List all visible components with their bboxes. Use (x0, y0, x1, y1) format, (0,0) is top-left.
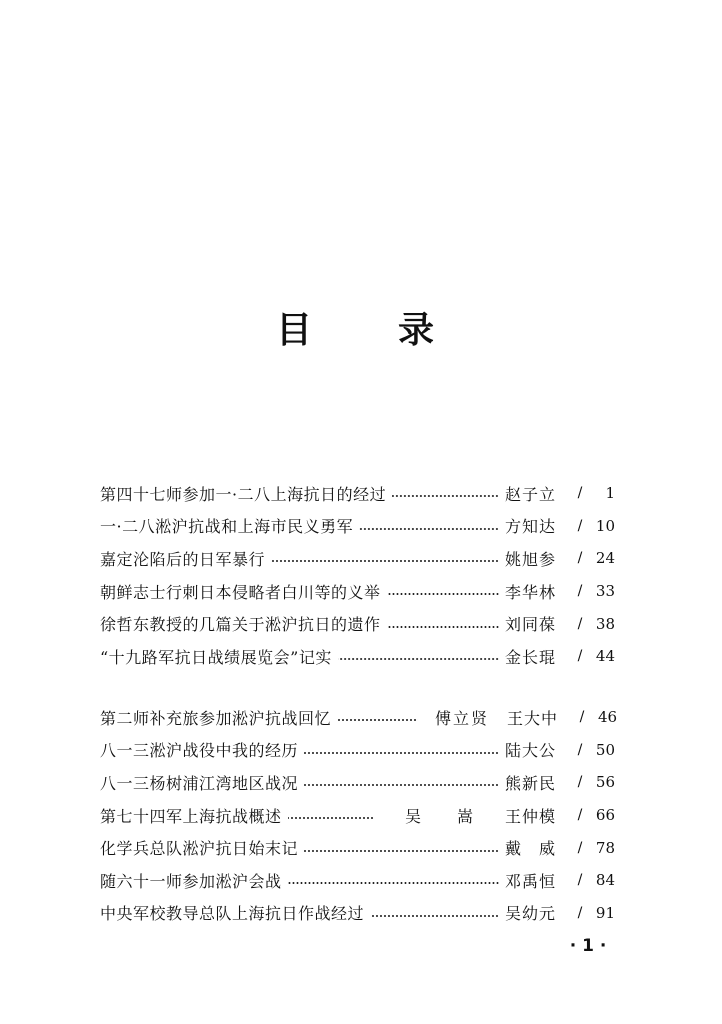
entry-author: 李华林 (505, 582, 557, 602)
dot-leader (271, 560, 499, 562)
entry-page-number: 66 (595, 806, 615, 825)
page-separator: / (577, 904, 583, 921)
entry-co-author: 傅立贤 (435, 708, 490, 728)
entry-page-number: 84 (595, 871, 615, 890)
toc-entry[interactable] (100, 864, 615, 897)
entry-author: 吴幼元 (505, 904, 557, 924)
toc-entry[interactable] (100, 607, 615, 640)
page-separator: / (577, 872, 583, 889)
entry-author: 陆大公 (505, 741, 557, 761)
entry-title: 随六十一师参加淞沪会战 (100, 871, 282, 891)
toc-entry[interactable] (100, 477, 615, 510)
entry-page-number: 33 (595, 582, 615, 601)
page-separator: / (577, 517, 583, 534)
entry-title: “十九路军抗日战绩展览会”记实 (100, 647, 332, 667)
toc-entry[interactable] (100, 734, 615, 767)
dot-leader (387, 626, 499, 628)
dot-leader (304, 784, 499, 786)
entry-author: 王仲模 (505, 806, 557, 826)
entry-page-number: 38 (595, 614, 615, 633)
entry-title: 第七十四军上海抗战概述 (100, 806, 282, 826)
entry-co-author: 吴 嵩 (404, 806, 483, 826)
heading-char-mu: 目 (276, 310, 313, 351)
dot-leader (288, 882, 499, 884)
entry-author: 方知达 (505, 517, 557, 537)
dot-leader (304, 752, 499, 754)
entry-page-number: 91 (595, 903, 615, 922)
toc-heading (0, 306, 722, 356)
dot-leader (338, 658, 499, 660)
toc-entry[interactable] (100, 510, 615, 543)
page-separator: / (577, 839, 583, 856)
entry-title: 第四十七师参加一·二八上海抗日的经过 (100, 484, 387, 504)
page-separator: / (577, 741, 583, 758)
toc-group-2 (100, 701, 618, 929)
dot-leader (337, 719, 417, 721)
entry-page-number: 10 (595, 516, 615, 535)
toc-entry[interactable] (100, 542, 615, 575)
entry-title: 徐哲东教授的几篇关于淞沪抗日的遗作 (100, 615, 381, 635)
dot-leader (304, 850, 499, 852)
entry-page-number: 56 (595, 773, 615, 792)
entry-author: 邓禹恒 (505, 871, 557, 891)
page-folio: · 1 · (569, 936, 607, 956)
toc-entry[interactable] (100, 897, 615, 930)
page-separator: / (577, 615, 583, 632)
entry-page-number: 50 (595, 740, 615, 759)
entry-author: 戴 威 (505, 839, 557, 859)
entry-title: 八一三杨树浦江湾地区战况 (100, 773, 299, 793)
dot-leader (359, 528, 499, 530)
toc-entry[interactable] (100, 831, 615, 864)
heading-char-lu: 录 (398, 310, 435, 351)
toc-entry[interactable] (100, 766, 615, 799)
entry-page-number: 24 (595, 549, 615, 568)
toc-entry[interactable] (100, 701, 618, 734)
dot-leader (288, 817, 374, 819)
page-separator: / (579, 709, 585, 726)
entry-page-number: 1 (605, 484, 615, 503)
entry-author: 王大中 (507, 708, 559, 728)
dot-leader (387, 593, 499, 595)
page-separator: / (577, 774, 583, 791)
dot-leader (370, 915, 499, 917)
entry-author: 金长琨 (505, 647, 557, 667)
page-separator: / (577, 648, 583, 665)
entry-title: 朝鲜志士行刺日本侵略者白川等的义举 (100, 582, 381, 602)
entry-page-number: 44 (595, 647, 615, 666)
entry-author: 赵子立 (505, 484, 557, 504)
toc-group-1 (100, 477, 615, 673)
toc-entry[interactable] (100, 640, 615, 673)
page-separator: / (577, 485, 583, 502)
entry-title: 一·二八淞沪抗战和上海市民义勇军 (100, 517, 354, 537)
toc-entry[interactable] (100, 575, 615, 608)
entry-author: 熊新民 (505, 773, 557, 793)
entry-page-number: 78 (595, 838, 615, 857)
dot-leader (392, 495, 499, 497)
toc-entry[interactable] (100, 799, 615, 832)
entry-page-number: 46 (597, 708, 618, 727)
entry-title: 嘉定沦陷后的日军暴行 (100, 549, 266, 569)
entry-title: 第二师补充旅参加淞沪抗战回忆 (100, 708, 332, 728)
page-separator: / (577, 583, 583, 600)
entry-title: 八一三淞沪战役中我的经历 (100, 741, 299, 761)
page-separator: / (577, 807, 583, 824)
entry-title: 化学兵总队淞沪抗日始末记 (100, 839, 299, 859)
page-separator: / (577, 550, 583, 567)
entry-author: 刘同葆 (505, 615, 557, 635)
entry-author: 姚旭参 (505, 549, 557, 569)
entry-title: 中央军校教导总队上海抗日作战经过 (100, 904, 365, 924)
